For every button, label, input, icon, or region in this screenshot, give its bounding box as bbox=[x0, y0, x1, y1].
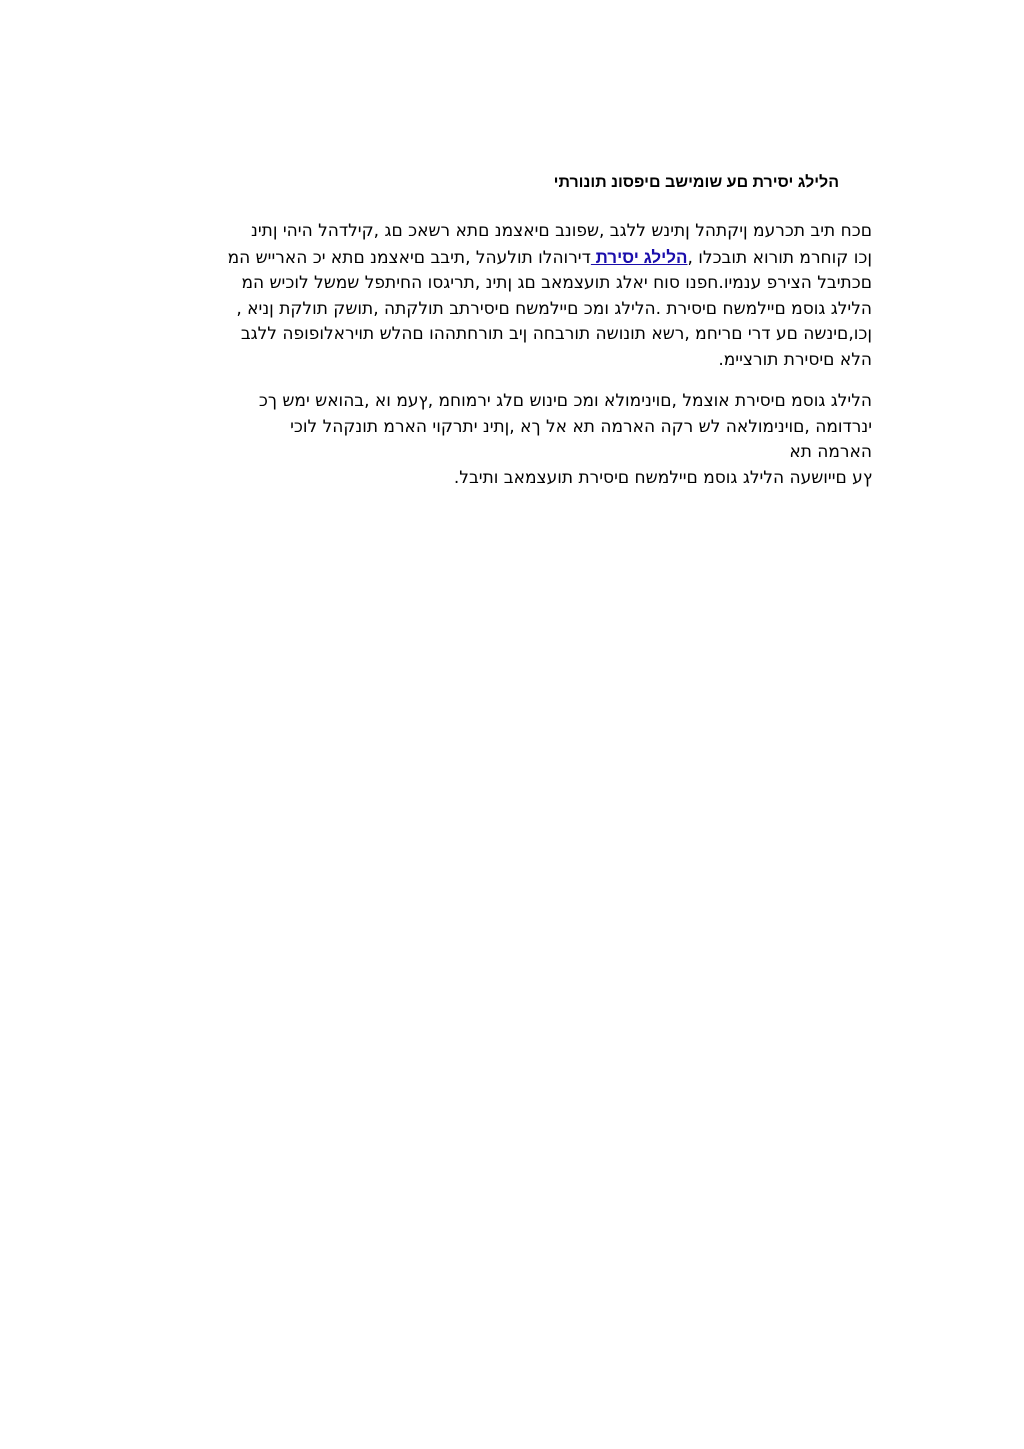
paragraph-1-line-4: הלילג גוסמ םיילמשח םיסירת .הלילג ומכ םיילמשח םיסירתב תולקתה ,תושק תולקת ןניא , bbox=[236, 298, 872, 319]
paragraph-2 bbox=[152, 389, 872, 491]
paragraph-1-line-6: הלא םיסירת תורציימ. bbox=[718, 349, 872, 370]
document-title: הלילג יסירת םע שומישב םיפסונ תונורתי bbox=[553, 174, 839, 191]
paragraph-1-line-2-start: ןכו קוחרמ תורוא תובכלו , bbox=[687, 247, 872, 268]
paragraph-1-line-1: םכח תיב תכרעמ ןיקתהל ןתינש ללגב ,שפונב םיאצמנ םתא רשאכ םג ,קילדהל היהי ןתינ bbox=[251, 221, 872, 241]
paragraph-1-line-3: םכתיבל הצירפ ענמיו.חפנו סוח יאלג תועצמאב םג ןתינ ,תריגסו החיתפל שמשל לוכיש המ bbox=[241, 273, 872, 293]
paragraph-2-line-3: הארמה תא bbox=[789, 442, 872, 462]
paragraph-1-line-5: ןכו,םינשה םע דרי םריחמ ,רשא תונושה תורבחה ןיב תורחתההו םהלש תויראלופופה ללגב bbox=[240, 324, 872, 344]
paragraph-1-line-2-end: דירוהלו תולעהל ,תיבב םיאצמנ םתא יכ הארייש המ bbox=[227, 247, 591, 268]
paragraph-2-line-4: ץע םייושעה הלילג גוסמ םיילמשח םיסירת תועצמאב ותיבל. bbox=[453, 467, 872, 488]
paragraph-2-line-2: ינרדומה ,םוינימולאה לש רקה הארמה תא אל ךא ,ןתינ יתרקוי הארמ תונקהל לוכי bbox=[290, 416, 872, 437]
paragraph-2-line-1: הלילג גוסמ םיסירת אוצמל ,םוינימולא ומכ םינוש םלג ירמוחמ ,ץעמ וא ,בהואש ימש ךכ bbox=[258, 391, 872, 411]
shutters-link[interactable]: הלילג יסירת bbox=[590, 247, 688, 267]
paragraph-1-line-2 bbox=[156, 245, 872, 272]
paragraph-1 bbox=[156, 219, 872, 373]
